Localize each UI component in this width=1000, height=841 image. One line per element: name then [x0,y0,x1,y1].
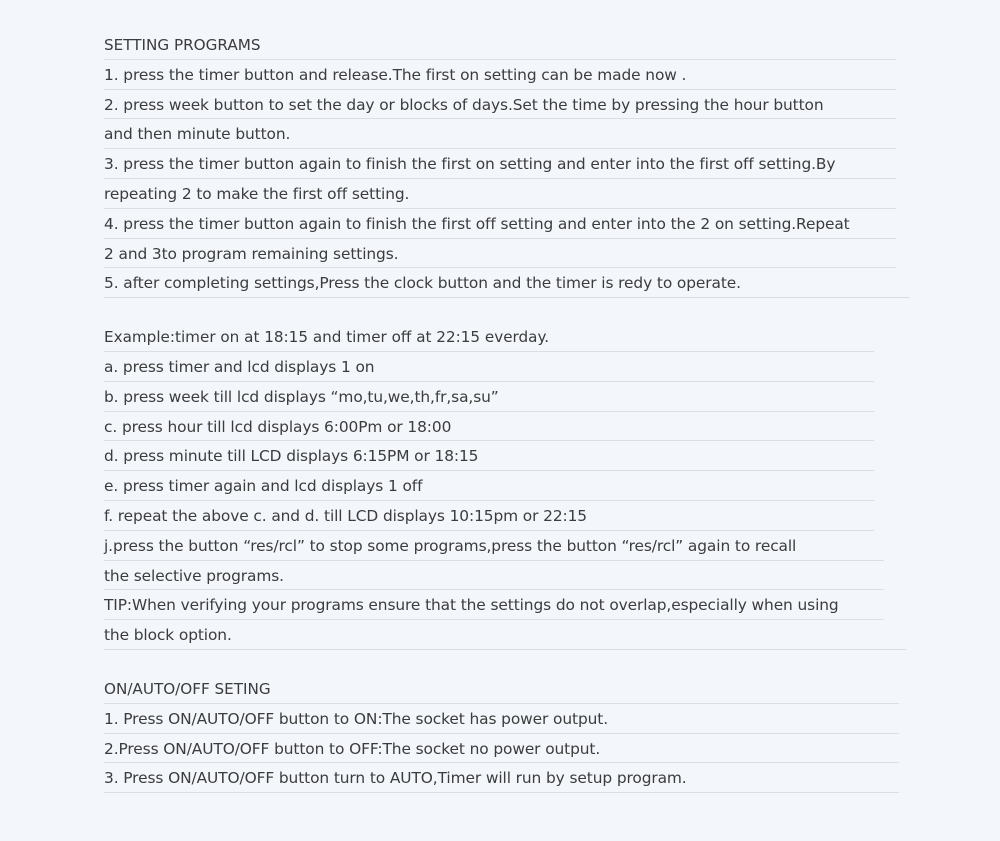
example-step: e. press timer again and lcd displays 1 off [104,471,874,501]
example-step: a. press timer and lcd displays 1 on [104,352,874,382]
instruction-line: 2 and 3to program remaining settings. [104,239,896,269]
instruction-line: 4. press the timer button again to finish the first off setting and enter into the 2 on setting.Repeat [104,209,896,239]
instruction-line: 1. Press ON/AUTO/OFF button to ON:The socket has power output. [104,704,899,734]
tip-line: TIP:When verifying your programs ensure that the settings do not overlap,especially when using [104,590,884,620]
example-step: j.press the button “res/rcl” to stop some programs,press the button “res/rcl” again to recall [104,531,884,561]
example-step: the selective programs. [104,561,884,591]
example-step: c. press hour till lcd displays 6:00Pm or 18:00 [104,412,874,442]
instruction-line: 5. after completing settings,Press the clock button and the timer is redy to operate. [104,268,910,298]
example-step: f. repeat the above c. and d. till LCD displays 10:15pm or 22:15 [104,501,874,531]
section-heading: ON/AUTO/OFF SETING [104,674,899,704]
example-step: b. press week till lcd displays “mo,tu,we,th,fr,sa,su” [104,382,874,412]
example-step: d. press minute till LCD displays 6:15PM or 18:15 [104,441,874,471]
on-auto-off-section [104,674,904,793]
section-heading: SETTING PROGRAMS [104,30,896,60]
instruction-document [104,30,904,793]
instruction-line: 3. press the timer button again to finish the first on setting and enter into the first off setting.By [104,149,896,179]
example-section [104,322,904,650]
example-heading: Example:timer on at 18:15 and timer off at 22:15 everday. [104,322,874,352]
instruction-line: 3. Press ON/AUTO/OFF button turn to AUTO,Timer will run by setup program. [104,763,899,793]
setting-programs-section [104,30,904,298]
instruction-line: 2.Press ON/AUTO/OFF button to OFF:The socket no power output. [104,734,899,764]
instruction-line: 1. press the timer button and release.The first on setting can be made now . [104,60,896,90]
instruction-line: and then minute button. [104,119,896,149]
instruction-line: 2. press week button to set the day or blocks of days.Set the time by pressing the hour button [104,90,896,120]
instruction-line: repeating 2 to make the first off setting. [104,179,896,209]
tip-line: the block option. [104,620,906,650]
